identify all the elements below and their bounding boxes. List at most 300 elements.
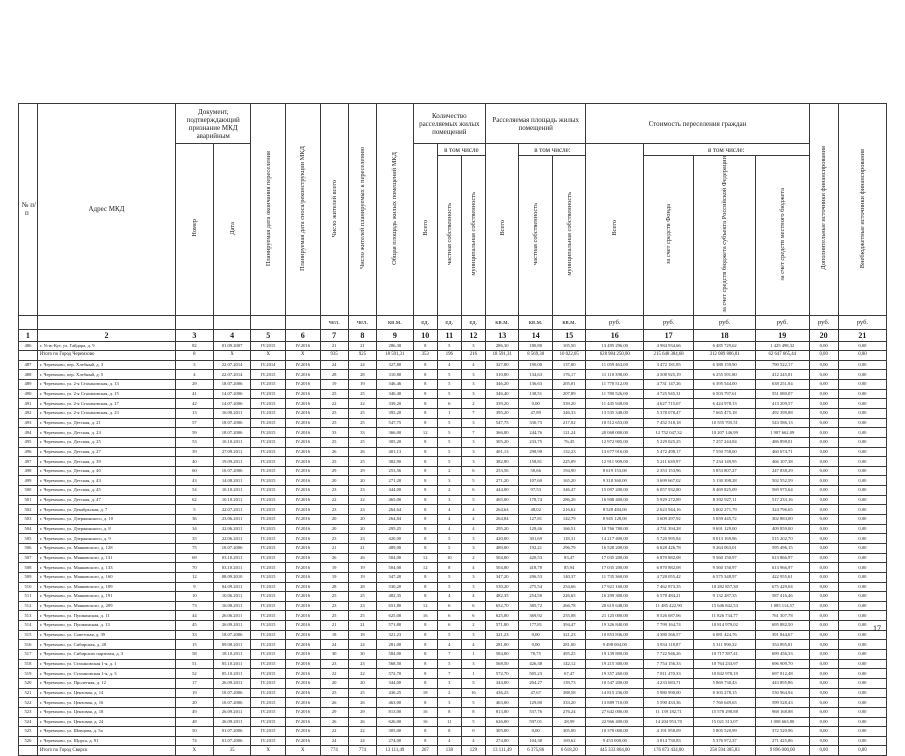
table-cell: 0,00 <box>838 437 886 447</box>
table-cell: 18 512 653,00 <box>586 418 644 428</box>
table-cell: 413 209,57 <box>756 399 809 409</box>
col-number: 12 <box>461 329 485 341</box>
table-cell: Х <box>213 351 251 361</box>
table-cell: 21 <box>320 543 348 553</box>
table-cell: 10 <box>437 553 461 563</box>
table-cell: 8 <box>413 572 437 582</box>
table-cell: 0,00 <box>838 611 886 621</box>
table-cell: 8 <box>413 418 437 428</box>
table-cell: 1 <box>461 650 485 660</box>
table-cell: 6 503 797,61 <box>694 389 756 399</box>
unit-cell: руб. <box>809 315 838 329</box>
table-cell: 20 <box>348 678 376 688</box>
table-row <box>19 389 887 399</box>
table-cell: IV.2016 <box>285 630 320 640</box>
table-cell: 510 <box>19 582 38 592</box>
table-cell: 505,23 <box>519 669 553 679</box>
table-cell: 192,21 <box>519 543 553 553</box>
table-cell: 22 <box>348 399 376 409</box>
table-cell: 2 623 944,16 <box>644 505 694 515</box>
table-cell: IV.2015 <box>251 515 286 525</box>
table-cell: 347,20 <box>377 572 414 582</box>
table-cell: 420,00 <box>377 534 414 544</box>
table-cell: 0,00 <box>838 495 886 505</box>
table-cell: IV.2015 <box>251 669 286 679</box>
table-cell: 169,62 <box>552 736 586 746</box>
table-cell: 82 <box>176 341 214 351</box>
table-cell: 0,00 <box>838 515 886 525</box>
table-cell: 0,00 <box>838 727 886 737</box>
table-cell: 436,25 <box>377 688 414 698</box>
table-cell: 8 <box>413 457 437 467</box>
table-cell: 22 <box>348 669 376 679</box>
table-cell: IV.2016 <box>285 611 320 621</box>
table-cell: 23 <box>320 601 348 611</box>
unit-cell: кв.м. <box>377 315 414 329</box>
table-cell: 7 665 475,18 <box>694 409 756 419</box>
table-row <box>19 640 887 650</box>
table-cell: 6 375,86 <box>519 746 553 756</box>
table-cell: 20 <box>320 476 348 486</box>
table-cell: 19 <box>348 572 376 582</box>
table-cell: 8 <box>413 476 437 486</box>
table-cell: 5 <box>461 476 485 486</box>
table-cell: 587 416,46 <box>756 592 809 602</box>
table-cell: 0,00 <box>838 563 886 573</box>
table-row <box>19 727 887 737</box>
address-cell: г. Черемхово, ул. Стахановская 1-я, д. 1 <box>37 659 175 669</box>
table-cell: 507 <box>19 553 38 563</box>
table-cell: 12 <box>413 428 437 438</box>
table-cell: 51 <box>176 659 214 669</box>
table-cell: 8 <box>176 351 214 361</box>
table-cell: 346,33 <box>552 409 586 419</box>
table-row <box>19 437 887 447</box>
table-cell: 23 <box>320 659 348 669</box>
table-row <box>19 611 887 621</box>
table-cell: 5 <box>437 389 461 399</box>
table-cell: IV.2016 <box>285 582 320 592</box>
table-cell: 0,00 <box>838 341 886 351</box>
table-cell: 0,00 <box>838 717 886 727</box>
table-cell: IV.2016 <box>285 534 320 544</box>
header-rooms-group: Количество расселяемых жилых помещений <box>413 104 485 144</box>
table-cell: 699 456,33 <box>756 650 809 660</box>
data-rows <box>19 341 887 756</box>
table-cell: IV.2015 <box>251 380 286 390</box>
table-cell: 6 <box>461 466 485 476</box>
table-cell: 0,00 <box>809 640 838 650</box>
table-cell: 486 <box>19 341 38 351</box>
table-cell: IV.2015 <box>251 650 286 660</box>
table-cell: 13 535 348,00 <box>586 409 644 419</box>
table-cell: 6 424 978,13 <box>694 399 756 409</box>
table-cell: 463,00 <box>485 698 519 708</box>
table-cell: 295,25 <box>377 524 414 534</box>
table-cell: 48 <box>176 717 214 727</box>
table-cell: IV.2015 <box>251 563 286 573</box>
header-address: Адрес МКД <box>37 104 175 316</box>
table-cell: 107,60 <box>519 476 553 486</box>
header-document-group: Документ, подтверждающий признание МКД аварийным <box>176 104 251 144</box>
table-cell: 4 <box>437 736 461 746</box>
table-cell: IV.2016 <box>285 505 320 515</box>
table-cell: 327,80 <box>377 360 414 370</box>
table-cell: 22.06.2011 <box>213 524 251 534</box>
table-cell: 21 <box>320 341 348 351</box>
table-cell: 626,00 <box>377 717 414 727</box>
table-cell: 1 425 498,32 <box>756 341 809 351</box>
table-cell: 5 211 639,97 <box>644 457 694 467</box>
unit-cell: кв.м. <box>485 315 519 329</box>
table-cell: 16 <box>413 707 437 717</box>
table-cell: 3 <box>461 341 485 351</box>
table-cell: 255,08 <box>552 611 586 621</box>
table-cell: 176 873 434,00 <box>644 746 694 756</box>
table-cell: 0,00 <box>838 601 886 611</box>
table-cell: 19 <box>176 688 214 698</box>
table-cell: 6 <box>461 486 485 496</box>
table-cell: 13 889 710,00 <box>586 698 644 708</box>
table-cell: 0 <box>461 727 485 737</box>
unit-cell: ед. <box>437 315 461 329</box>
table-cell: 353 <box>413 351 437 361</box>
table-cell: 5 <box>437 447 461 457</box>
table-cell: 0,00 <box>809 717 838 727</box>
table-row <box>19 688 887 698</box>
table-cell: 137,80 <box>552 360 586 370</box>
table-cell: 129,46 <box>519 524 553 534</box>
table-cell: 7 550 758,00 <box>694 447 756 457</box>
table-cell: 3 609 297,92 <box>644 515 694 525</box>
table-cell: 20 <box>176 698 214 708</box>
table-cell: Х <box>251 746 286 756</box>
table-cell: 0,00 <box>809 659 838 669</box>
table-cell: IV.2015 <box>251 543 286 553</box>
table-cell: 436,25 <box>485 688 519 698</box>
table-row <box>19 707 887 717</box>
table-cell: 10.10.2011 <box>213 486 251 496</box>
table-cell: 0,00 <box>838 669 886 679</box>
table-cell: 16.08.2011 <box>213 601 251 611</box>
table-cell: 5 311 990,32 <box>694 640 756 650</box>
table-cell: 409 859,00 <box>756 524 809 534</box>
table-cell: 628 984 250,00 <box>586 351 644 361</box>
address-cell: г. Черемхово, пер. Хлебный, д. 5 <box>37 370 175 380</box>
table-cell: 310,80 <box>377 370 414 380</box>
table-cell: 463,00 <box>377 698 414 708</box>
header-cost-sub: в том числе: <box>644 144 809 156</box>
table-cell: 18 <box>348 630 376 640</box>
table-cell: 489,00 <box>377 543 414 553</box>
table-cell: 3 <box>461 447 485 457</box>
table-cell: 23 <box>348 534 376 544</box>
table-cell: 177,81 <box>519 621 553 631</box>
table-cell: 8 013 169,86 <box>694 534 756 544</box>
table-cell: IV.2015 <box>251 688 286 698</box>
table-cell: 482,35 <box>377 592 414 602</box>
table-cell: 12 <box>413 601 437 611</box>
table-cell: 7 811 470,33 <box>644 669 694 679</box>
table-cell: 333,20 <box>552 698 586 708</box>
table-cell: 8 469 825,09 <box>694 486 756 496</box>
table-cell: 790 522,17 <box>756 360 809 370</box>
table-cell: 19 215 300,00 <box>586 659 644 669</box>
table-cell: 190,00 <box>519 360 553 370</box>
table-cell: IV.2015 <box>251 727 286 737</box>
table-cell: 0,00 <box>838 736 886 746</box>
header-rooms-total: Всего <box>413 144 437 316</box>
table-cell: 298,90 <box>519 447 553 457</box>
table-cell: 5 <box>437 437 461 447</box>
col-number: 7 <box>320 329 348 341</box>
table-cell: 23 <box>348 505 376 515</box>
table-cell: 14.07.2006 <box>213 389 251 399</box>
table-cell: IV.2016 <box>285 601 320 611</box>
table-cell: IV.2016 <box>285 572 320 582</box>
column-number-row <box>19 329 887 341</box>
table-cell: 569 975,64 <box>756 486 809 496</box>
table-cell: 10 207 146,99 <box>694 428 756 438</box>
table-cell: IV.2016 <box>285 399 320 409</box>
table-cell: 4 <box>461 360 485 370</box>
table-cell: 271 425,86 <box>756 736 809 746</box>
table-cell: 530,20 <box>377 582 414 592</box>
table-cell: 34 <box>176 524 214 534</box>
table-cell: 25 <box>320 611 348 621</box>
table-cell: 29 <box>320 707 348 717</box>
table-row <box>19 457 887 467</box>
address-cell: г. Черемхово, ул. Щорса, д. 91 <box>37 736 175 746</box>
col-number: 5 <box>251 329 286 341</box>
table-cell: 267 <box>413 746 437 756</box>
table-cell: 26 <box>320 698 348 708</box>
header-area-total: Всего <box>485 144 519 316</box>
address-cell: г. Черемхово, ул. Детская, д. 40 <box>37 466 175 476</box>
table-row <box>19 409 887 419</box>
table-cell: 8 <box>413 534 437 544</box>
table-cell: 26.09.2011 <box>213 621 251 631</box>
table-cell: IV.2016 <box>285 409 320 419</box>
table-cell: 8 <box>413 466 437 476</box>
address-cell: г. Черемхово, ул. Стахановская 1-я, д. 3 <box>37 669 175 679</box>
table-cell: 206,53 <box>519 572 553 582</box>
table-cell: 35 <box>213 746 251 756</box>
table-row <box>19 380 887 390</box>
table-cell: 10 814 979,02 <box>694 621 756 631</box>
table-cell: 216,62 <box>552 505 586 515</box>
address-cell: г. Черемхово, ул. Маяковского, д. 128 <box>37 543 175 553</box>
table-cell: 500 <box>19 486 38 496</box>
table-cell: 7 257 244,84 <box>694 437 756 447</box>
table-cell: 286,30 <box>485 341 519 351</box>
table-cell: 194,90 <box>552 466 586 476</box>
table-cell: 9 560 150,97 <box>694 563 756 573</box>
table-cell: 58 <box>176 650 214 660</box>
table-cell: 0,00 <box>809 341 838 351</box>
page-number: 17 <box>873 624 881 633</box>
table-cell: 372 520,96 <box>756 727 809 737</box>
table-cell: 426,38 <box>519 659 553 669</box>
table-cell: 0,00 <box>838 418 886 428</box>
table-cell: 339,20 <box>552 399 586 409</box>
table-cell: 25 <box>348 457 376 467</box>
table-cell: 0,00 <box>838 746 886 756</box>
header-index: № п/п <box>19 104 38 316</box>
header-doc-date: Дата <box>213 144 251 316</box>
table-cell: 20 <box>320 678 348 688</box>
table-cell: IV.2016 <box>285 717 320 727</box>
address-cell: г. Черемхово, ул. Советская, д. 39 <box>37 630 175 640</box>
address-cell: г. Черемхово, ул. Детская, д. 23 <box>37 428 175 438</box>
table-cell: 572,70 <box>377 669 414 679</box>
table-cell: IV.2016 <box>285 466 320 476</box>
table-cell: 8 <box>413 736 437 746</box>
table-cell: 12 <box>176 572 214 582</box>
table-cell: 62 <box>176 495 214 505</box>
table-cell: 12 972 905,00 <box>586 437 644 447</box>
table-cell: 4 <box>437 524 461 534</box>
table-cell: 547,75 <box>377 418 414 428</box>
table-cell: IV.2015 <box>251 495 286 505</box>
table-cell: 134,63 <box>519 370 553 380</box>
table-cell: 43 <box>176 476 214 486</box>
table-cell: 4 <box>437 515 461 525</box>
table-cell: 695 882,50 <box>756 621 809 631</box>
table-cell: 651,80 <box>377 601 414 611</box>
table-cell: 5 <box>437 630 461 640</box>
address-cell: г. Черемхово, ул. Маяковского, д. 189 <box>37 582 175 592</box>
address-cell: г. Черемхово, ул. Цензовая, д. 14 <box>37 688 175 698</box>
table-cell: 512 <box>19 601 38 611</box>
table-cell: 418,78 <box>519 563 553 573</box>
address-cell: г. Черемхово, ул. Маяковского, д. 160 <box>37 572 175 582</box>
table-cell: 33 <box>176 630 214 640</box>
table-cell: 22 <box>320 669 348 679</box>
header-extra-sources: Дополнительные источники финансирования <box>809 104 838 316</box>
table-row <box>19 543 887 553</box>
table-cell: 15 <box>176 640 214 650</box>
table-cell: 0,00 <box>838 351 886 361</box>
table-cell: 29 <box>348 466 376 476</box>
table-cell: 19.09.2011 <box>213 457 251 467</box>
table-cell: 5 <box>461 678 485 688</box>
table-cell: 105,50 <box>552 341 586 351</box>
table-cell: 26.09.2011 <box>213 678 251 688</box>
unit-cell: кв.м. <box>552 315 586 329</box>
table-cell: 0,00 <box>809 707 838 717</box>
table-cell: 11 780 526,00 <box>586 389 644 399</box>
table-cell: 5 378 078,47 <box>644 409 694 419</box>
table-cell: 305,20 <box>377 437 414 447</box>
header-total-area: Общая площадь жилых помещений МКД <box>377 104 414 316</box>
table-cell: 19 <box>320 572 348 582</box>
table-cell: 492 <box>19 409 38 419</box>
table-cell: 2 <box>437 486 461 496</box>
table-cell: 19 <box>320 563 348 573</box>
col-number: 14 <box>519 329 553 341</box>
table-cell: 9 318 360,00 <box>586 476 644 486</box>
table-cell: 22.07.2011 <box>213 505 251 515</box>
table-cell: 5 980 990,00 <box>644 688 694 698</box>
table-cell: 9 691 129,00 <box>694 524 756 534</box>
address-cell: г. Черемхово, ул. 2-я Стахановская, д. 15 <box>37 389 175 399</box>
col-number: 1 <box>19 329 38 341</box>
table-cell: 226,65 <box>552 592 586 602</box>
table-cell: 97,53 <box>519 486 553 496</box>
address-cell: г. Черемхово, ул. Детская, д. 47 <box>37 495 175 505</box>
table-cell: 0,00 <box>809 428 838 438</box>
table-cell: 15 578 298,88 <box>694 707 756 717</box>
table-cell: 266,78 <box>552 601 586 611</box>
table-cell: 522 <box>19 698 38 708</box>
table-cell: 502 <box>19 505 38 515</box>
table-cell: 385,72 <box>519 601 553 611</box>
table-cell: 8 <box>413 659 437 669</box>
table-cell: 520 <box>19 678 38 688</box>
table-row <box>19 650 887 660</box>
table-cell: 5 <box>461 698 485 708</box>
table-row <box>19 466 887 476</box>
table-row <box>19 736 887 746</box>
table-cell: 3 <box>461 457 485 467</box>
table-cell: 0,00 <box>838 650 886 660</box>
address-cell: Итого по Город Черемхово <box>37 351 175 361</box>
table-cell: 36 <box>176 515 214 525</box>
table-cell: 465,00 <box>485 495 519 505</box>
table-cell: 490 <box>19 389 38 399</box>
table-cell: 2 <box>461 553 485 563</box>
table-row <box>19 341 887 351</box>
table-cell: IV.2015 <box>251 659 286 669</box>
table-cell: 498 <box>19 466 38 476</box>
table-cell: 57 <box>176 418 214 428</box>
table-cell: 7 799 164,74 <box>644 621 694 631</box>
table-cell: 25 <box>320 418 348 428</box>
table-cell: 8 945 128,00 <box>586 515 644 525</box>
table-cell: 21 <box>320 621 348 631</box>
table-cell: 675 429,04 <box>756 582 809 592</box>
table-cell: 305,00 <box>377 727 414 737</box>
col-number: 8 <box>348 329 376 341</box>
table-cell: 27 642 000,00 <box>586 707 644 717</box>
table-cell: 247 838,29 <box>756 466 809 476</box>
col-number: 11 <box>437 329 461 341</box>
table-cell: 0,00 <box>838 399 886 409</box>
table-cell: 04.09.2011 <box>213 582 251 592</box>
table-cell: 25 <box>320 409 348 419</box>
table-cell: 0,00 <box>809 727 838 737</box>
table-cell: 321,23 <box>377 630 414 640</box>
col-number: 6 <box>285 329 320 341</box>
table-cell: 599 528,43 <box>756 698 809 708</box>
table-cell: 6 388 159,90 <box>694 360 756 370</box>
table-cell: 8 <box>413 447 437 457</box>
table-cell: 62 647 665,44 <box>756 351 809 361</box>
table-cell: 19 357 260,00 <box>586 669 644 679</box>
table-cell: 324 796,65 <box>756 505 809 515</box>
table-cell: 24 <box>348 736 376 746</box>
table-cell: 0,00 <box>838 476 886 486</box>
table-cell: 8 303 278,15 <box>694 688 756 698</box>
table-cell: 8 <box>413 409 437 419</box>
table-cell: 0,00 <box>838 698 886 708</box>
address-cell: г. Черемхово, ул. Дзержинского, д. 10 <box>37 515 175 525</box>
table-cell: 6 870 882,08 <box>644 563 694 573</box>
table-cell: 613 966,97 <box>756 563 809 573</box>
table-cell: 0,00 <box>519 640 553 650</box>
table-cell: 286,30 <box>377 341 414 351</box>
